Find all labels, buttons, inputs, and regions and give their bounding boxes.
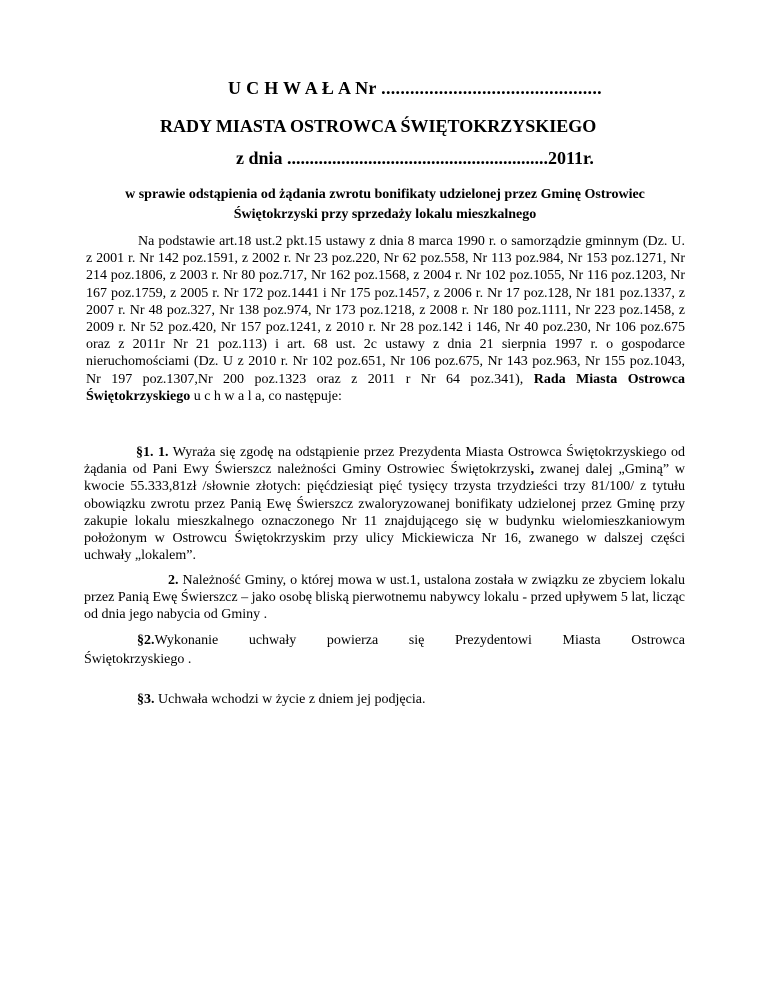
section-2-label: §2. — [137, 633, 155, 648]
section-2-word: uchwały — [248, 633, 297, 648]
section-3-text: Uchwała wchodzi w życie z dniem jej podjęcia. — [158, 692, 426, 707]
section-2-word: się — [408, 633, 425, 648]
section-1-paragraph-2 — [84, 572, 685, 624]
council-name: RADY MIASTA OSTROWCA ŚWIĘTOKRZYSKIEGO — [160, 116, 597, 136]
section-3-label: §3. — [137, 692, 155, 707]
section-2-word: Prezydentowi — [454, 633, 532, 648]
section-2-line-1 — [137, 632, 685, 649]
section-1-text-a: Wyraża się zgodę na odstąpienie przez Prezydenta Miasta Ostrowca Świętokrzyskiego od żądania od Pani Ewy Świerszcz należności Gminy Ostrowiec Świętokrzyski — [84, 445, 686, 478]
resolution-date: z dnia ..........................................................2011r. — [236, 148, 594, 168]
section-1-text-b: zwanej dalej „Gminą” w kwocie 55.333,81zł /słownie złotych: pięćdziesiąt pięć tysięcy trzysta trzydzieści trzy 81/100/ z tytułu obowiązku zwrotu przez Panią Ewę Świerszcz zwaloryzowanej bonifikaty udzielonej przez Gminę przy zakupie lokalu mieszkalnego oznaczonego Nr 11 znajdującego się w budynku wielomieszkaniowym położonym w Ostrowcu Świętokrzyskim przy ulicy Mickiewicza Nr 16, zwanego w dalszej części uchwały „lokalem”. — [84, 462, 686, 564]
section-3 — [137, 691, 425, 708]
section-1-p2-text: Należność Gminy, o której mowa w ust.1, ustalona została w związku ze zbyciem lokalu przez Panią Ewę Świerszcz – jako osobę bliską pierwotnemu nabywcy lokalu - przed upływem 5 lat, licząc od dnia jego nabycia od Gminy . — [84, 573, 685, 623]
section-2-word: Wykonanie — [154, 633, 219, 648]
section-2-first — [137, 632, 218, 649]
legal-basis-paragraph — [86, 233, 685, 405]
legal-basis-text: Na podstawie art.18 ust.2 pkt.15 ustawy z dnia 8 marca 1990 r. o samorządzie gminnym (Dz. U. z 2001 r. Nr 142 poz.1591, z 2002 r. Nr 23 poz.220, Nr 62 poz.558, Nr 113 poz.984, Nr 153 poz.1271, Nr 214 poz.1806, z 2003 r. Nr 80 poz.717, Nr 162 poz.1568, z 2004 r. Nr 102 poz.1055, Nr 116 poz.1203, Nr 167 poz.1759, z 2005 r. Nr 172 poz.1441 i Nr 175 poz.1457, z 2006 r. Nr 17 poz.128, Nr 181 poz.1337, z 2007 r. Nr 48 poz.327, Nr 138 poz.974, Nr 173 poz.1218, z 2008 r. Nr 180 poz.1111, Nr 223 poz.1458, z 2009 r. Nr 52 poz.420, Nr 157 poz.1241, z 2010 r. Nr 28 poz.142 i 146, Nr 40 poz.230, Nr 106 poz.675 oraz z 2011r Nr 21 poz.113) i art. 68 ust. 2c ustawy z dnia 21 sierpnia 1997 r. o gospodarce nieruchomościami (Dz. U z 2010 r. Nr 102 poz.651, Nr 106 poz.675, Nr 143 poz.963, Nr 155 poz.1043, Nr 197 poz.1307,Nr 200 poz.1323 oraz z 2011 r Nr 64 poz.341), — [86, 234, 685, 387]
resolution-title: U C H W A Ł A Nr .............................................. — [228, 78, 602, 98]
section-2-word: Ostrowca — [631, 633, 685, 648]
council-bold-name: Rada Miasta Ostrowca Świętokrzyskiego — [86, 371, 685, 404]
section-1-label: §1. 1. — [136, 445, 169, 460]
resolution-subject: w sprawie odstąpienia od żądania zwrotu bonifikaty udzielonej przez Gminę Ostrowiec Świętokrzyski przy sprzedaży lokalu mieszkalnego — [125, 187, 645, 222]
section-1-paragraph-1 — [84, 444, 685, 564]
section-2-word: powierza — [326, 633, 379, 648]
section-1-p2-label: 2. — [168, 573, 179, 588]
section-2-word: Miasta — [562, 633, 601, 648]
resolves-text: u c h w a l a, co następuje: — [193, 388, 342, 404]
section-2-line-2: Świętokrzyskiego . — [84, 652, 192, 667]
section-1-comma: , — [530, 462, 535, 478]
